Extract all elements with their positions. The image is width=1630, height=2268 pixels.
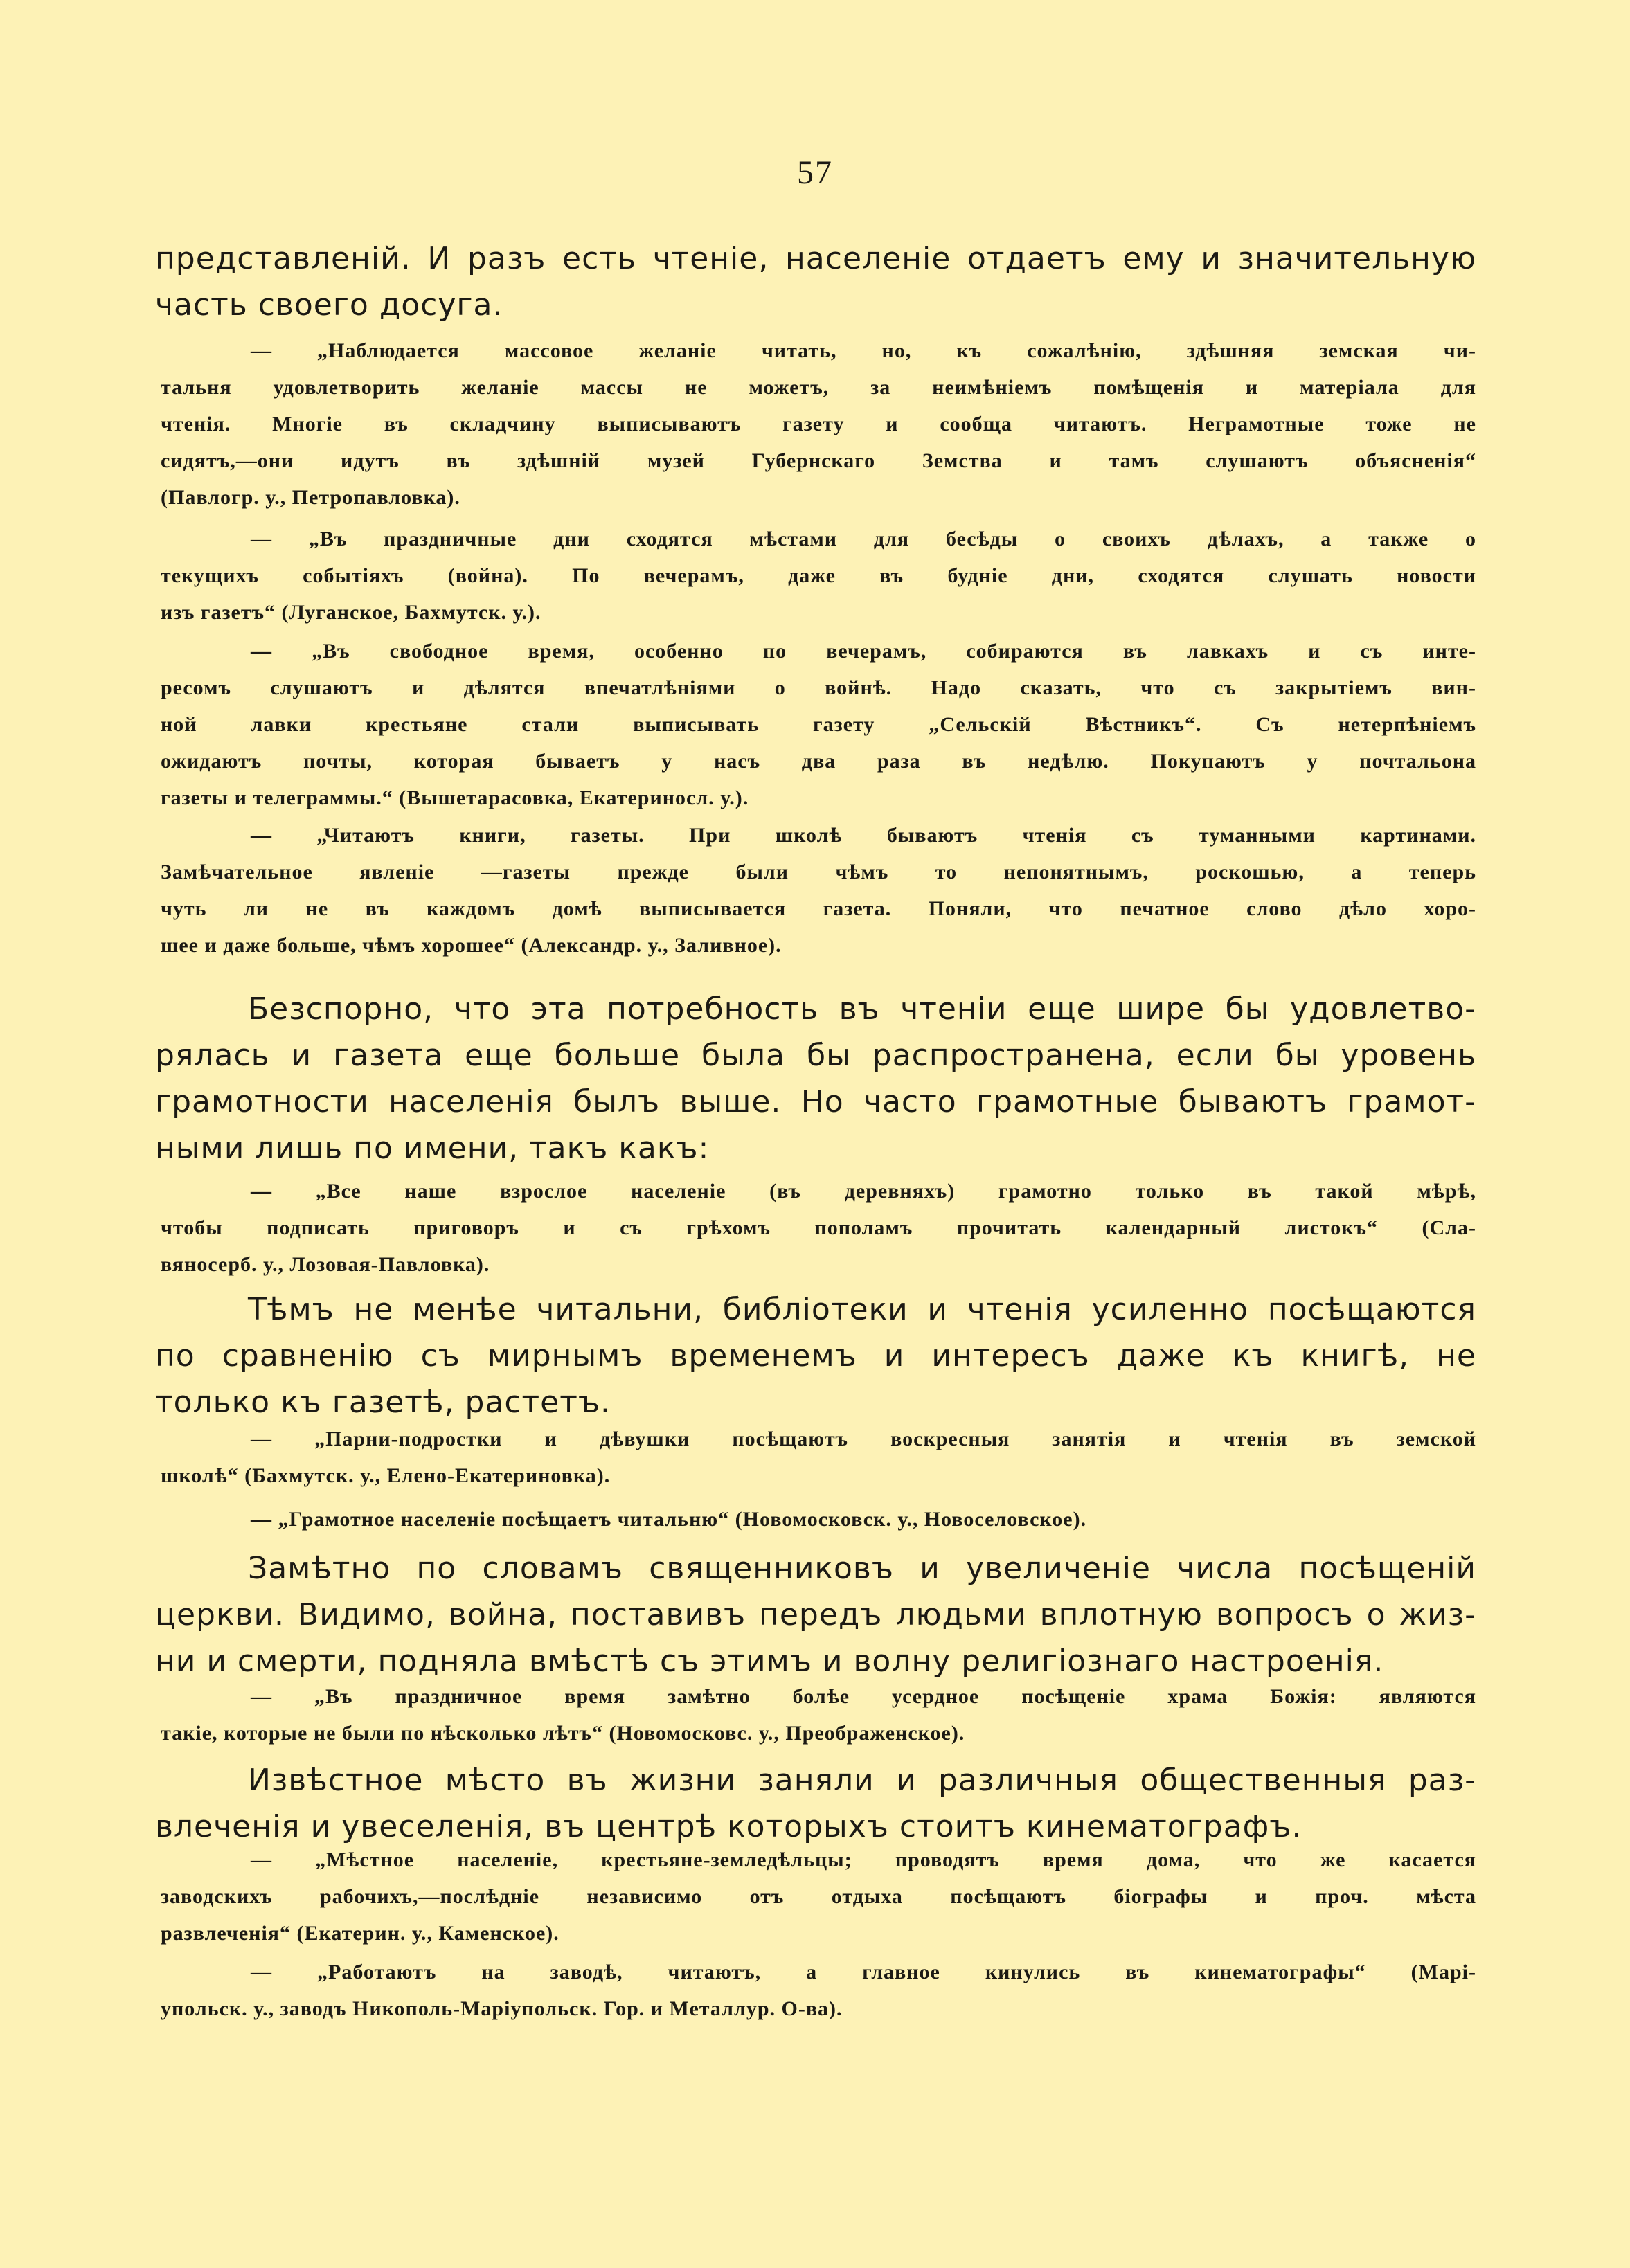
quotation-paragraph: [161, 332, 1476, 516]
text-line: только къ газетѣ, растетъ.: [155, 1385, 611, 1420]
quotation-paragraph: [161, 1173, 1476, 1283]
quotation-paragraph: [161, 817, 1476, 964]
quotation-paragraph: [161, 521, 1476, 631]
text-line: ни и смерти, подняла вмѣстѣ съ этимъ и волну религіознаго настроенія.: [155, 1644, 1384, 1679]
text-line: заводскихъ рабочихъ,—послѣдніе независимо отъ отдыха посѣщаютъ біографы и проч. мѣста: [161, 1885, 1476, 1908]
text-line: ной лавки крестьяне стали выписывать газету „Сельскій Вѣстникъ“. Съ нетерпѣніемъ: [161, 713, 1476, 736]
text-line: чтенія. Многіе въ складчину выписываютъ газету и сообща читаютъ. Неграмотные тоже не: [161, 413, 1476, 435]
body-paragraph: [155, 1545, 1476, 1684]
text-line: изъ газетъ“ (Луганское, Бахмутск. у.).: [161, 601, 541, 624]
text-line: Извѣстное мѣсто въ жизни заняли и различныя общественныя раз-: [248, 1763, 1476, 1798]
text-line: (Павлогр. у., Петропавловка).: [161, 486, 460, 509]
text-line: — „Работаютъ на заводѣ, читаютъ, а главное кинулись въ кинематографы“ (Марі-: [251, 1961, 1476, 1983]
text-line: — „Читаютъ книги, газеты. При школѣ бываютъ чтенія съ туманными картинами.: [251, 824, 1476, 847]
text-line: текущихъ событіяхъ (война). По вечерамъ, даже въ будніе дни, сходятся слушать новости: [161, 564, 1476, 587]
text-line: такіе, которые не были по нѣсколько лѣтъ“ (Новомосковс. у., Преображенское).: [161, 1722, 965, 1745]
quotation-paragraph: [161, 1678, 1476, 1752]
text-line: — „Грамотное населеніе посѣщаетъ читальню“ (Новомосковск. у., Новоселовское).: [251, 1508, 1087, 1531]
text-line: чтобы подписать приговоръ и съ грѣхомъ пополамъ прочитать календарный листокъ“ (Сла-: [161, 1216, 1476, 1239]
text-line: тальня удовлетворить желаніе массы не можетъ, за неимѣніемъ помѣщенія и матеріала для: [161, 376, 1476, 399]
text-line: ресомъ слушаютъ и дѣлятся впечатлѣніями о войнѣ. Надо сказать, что съ закрытіемъ вин-: [161, 676, 1476, 699]
text-line: часть своего досуга.: [155, 287, 503, 323]
text-line: Замѣтно по словамъ священниковъ и увеличеніе числа посѣщеній: [248, 1551, 1476, 1586]
body-paragraph: [155, 235, 1476, 328]
body-paragraph: [155, 1286, 1476, 1425]
text-line: шее и даже больше, чѣмъ хорошее“ (Александр. у., Заливное).: [161, 934, 782, 957]
text-line: — „Въ праздничное время замѣтно болѣе усердное посѣщеніе храма Божія: являются: [251, 1685, 1476, 1708]
body-paragraph: [155, 1757, 1476, 1850]
text-line: вяносерб. у., Лозовая-Павловка).: [161, 1253, 490, 1276]
text-line: церкви. Видимо, война, поставивъ передъ людьми вплотную вопросъ о жиз-: [155, 1597, 1476, 1632]
quotation-paragraph: [161, 1842, 1476, 1952]
page-number: 57: [797, 154, 833, 191]
text-line: Тѣмъ не менѣе читальни, библіотеки и чтенія усиленно посѣщаются: [248, 1292, 1476, 1327]
text-line: грамотности населенія былъ выше. Но часто грамотные бываютъ грамот-: [155, 1084, 1476, 1119]
quotation-paragraph: [161, 1501, 1476, 1538]
quotation-paragraph: [161, 1954, 1476, 2027]
text-line: по сравненію съ мирнымъ временемъ и интересъ даже къ книгѣ, не: [155, 1338, 1476, 1374]
text-line: — „Въ праздничные дни сходятся мѣстами для бесѣды о своихъ дѣлахъ, а также о: [251, 528, 1476, 550]
text-line: чуть ли не въ каждомъ домѣ выписывается газета. Поняли, что печатное слово дѣло хоро-: [161, 897, 1476, 920]
text-line: — „Въ свободное время, особенно по вечерамъ, собираются въ лавкахъ и съ инте-: [251, 640, 1476, 663]
text-line: рялась и газета еще больше была бы распространена, если бы уровень: [155, 1038, 1476, 1073]
text-line: влеченія и увеселенія, въ центрѣ которыхъ стоитъ кинематографъ.: [155, 1809, 1302, 1844]
text-line: газеты и телеграммы.“ (Вышетарасовка, Екатериносл. у.).: [161, 786, 749, 809]
text-line: представленій. И разъ есть чтеніе, населеніе отдаетъ ему и значительную: [155, 241, 1476, 276]
text-line: сидятъ,—они идутъ въ здѣшній музей Губернскаго Земства и тамъ слушаютъ объясненія“: [161, 449, 1476, 472]
text-line: ожидаютъ почты, которая бываетъ у насъ два раза въ недѣлю. Покупаютъ у почтальона: [161, 750, 1476, 773]
text-line: — „Мѣстное населеніе, крестьяне-земледѣльцы; проводятъ время дома, что же касается: [251, 1848, 1476, 1871]
text-line: ными лишь по имени, такъ какъ:: [155, 1131, 710, 1166]
text-line: школѣ“ (Бахмутск. у., Елено-Екатериновка).: [161, 1464, 611, 1487]
text-line: Безспорно, что эта потребность въ чтеніи еще шире бы удовлетво-: [248, 991, 1476, 1027]
text-line: развлеченія“ (Екатерин. у., Каменское).: [161, 1922, 559, 1945]
text-line: упольск. у., заводъ Никополь-Маріупольск. Гор. и Металлур. О-ва).: [161, 1997, 843, 2020]
body-paragraph: [155, 986, 1476, 1171]
quotation-paragraph: [161, 1421, 1476, 1494]
text-line: — „Парни-подростки и дѣвушки посѣщаютъ воскресныя занятія и чтенія въ земской: [251, 1428, 1476, 1450]
text-line: Замѣчательное явленіе —газеты прежде были чѣмъ то непонятнымъ, роскошью, а теперь: [161, 861, 1476, 883]
quotation-paragraph: [161, 633, 1476, 816]
text-line: — „Наблюдается массовое желаніе читать, но, къ сожалѣнію, здѣшняя земская чи-: [251, 339, 1476, 362]
text-line: — „Все наше взрослое населеніе (въ деревняхъ) грамотно только въ такой мѣрѣ,: [251, 1180, 1476, 1203]
